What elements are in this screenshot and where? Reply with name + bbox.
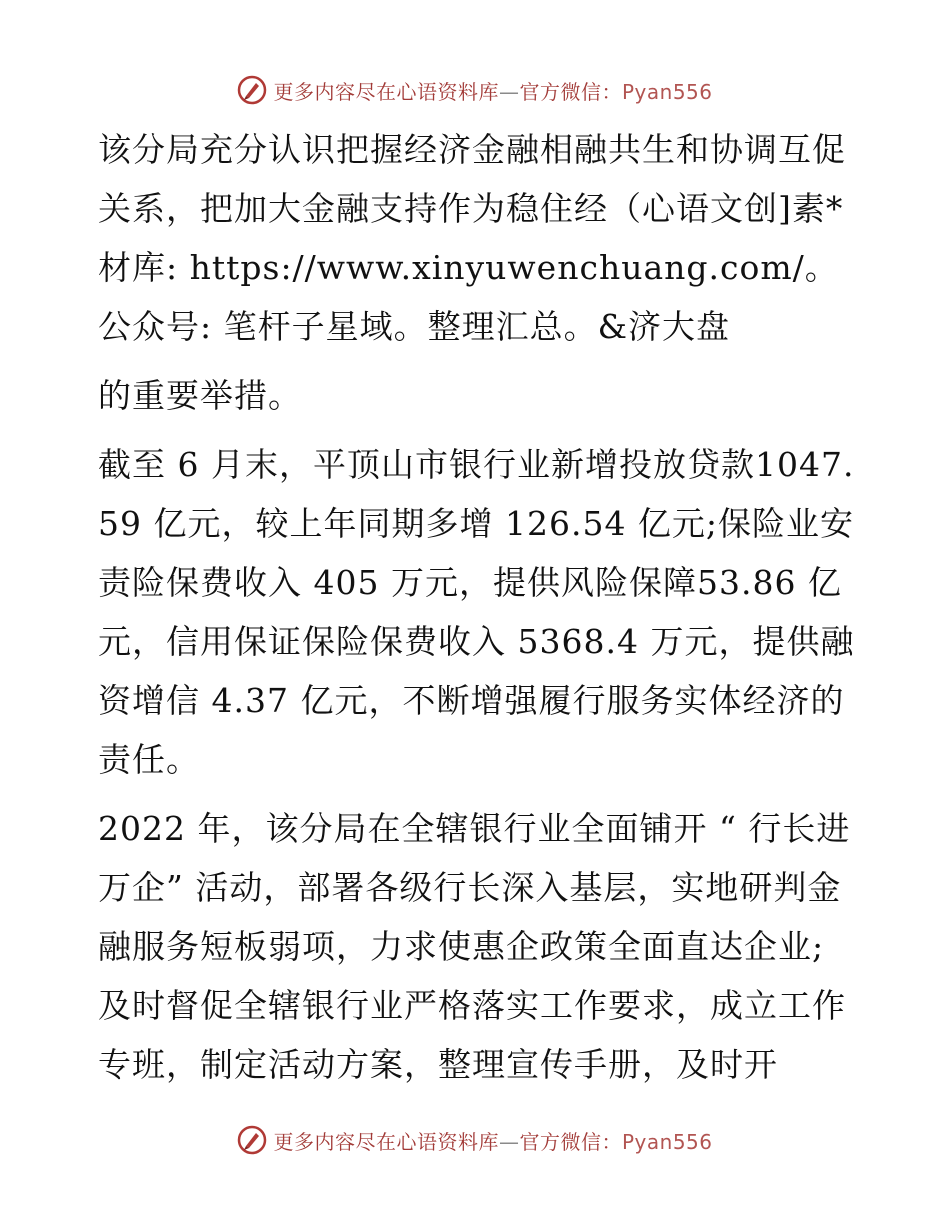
header-official-label: 官方微信： bbox=[519, 79, 622, 104]
footer-official-label: 官方微信： bbox=[519, 1129, 622, 1154]
paragraph-1: 该分局充分认识把握经济金融相融共生和协调互促关系，把加大金融支持作为稳住经（心语文创]素*材库: https://www.xinyuwenchuang.com/。公众号: 笔杆子星域。整理汇总。&济大盘 bbox=[98, 130, 846, 346]
footer-tagline: 更多内容尽在心语资料库 bbox=[273, 1129, 499, 1154]
paragraph-2: 的重要举措。 bbox=[98, 376, 302, 415]
footer-separator: — bbox=[498, 1129, 520, 1154]
paragraph-3: 截至 6 月末，平顶山市银行业新增投放贷款1047.59 亿元，较上年同期多增 126.54 亿元;保险业安责险保费收入 405 万元，提供风险保障53.86 亿元，信用保证保险保费收入 5368.4 万元，提供融资增信 4.37 亿元，不断增强履行服务实体经济的责任。 bbox=[98, 445, 855, 779]
header-tagline: 更多内容尽在心语资料库 bbox=[273, 79, 499, 104]
document-body bbox=[98, 120, 858, 1104]
header-banner bbox=[0, 70, 950, 110]
header-text bbox=[273, 76, 712, 105]
pen-logo-icon bbox=[237, 75, 267, 105]
pen-logo-icon bbox=[237, 1125, 267, 1155]
footer-official-id: Pyan556 bbox=[621, 1129, 713, 1154]
header-separator: — bbox=[498, 79, 520, 104]
header-official-id: Pyan556 bbox=[621, 79, 713, 104]
footer-text bbox=[273, 1126, 712, 1155]
footer-banner bbox=[0, 1120, 950, 1160]
paragraph-4: 2022 年，该分局在全辖银行业全面铺开 “ 行长进万企” 活动，部署各级行长深入基层，实地研判金融服务短板弱项，力求使惠企政策全面直达企业;及时督促全辖银行业严格落实工作要求，成立工作专班，制定活动方案，整理宣传手册，及时开 bbox=[98, 809, 851, 1084]
